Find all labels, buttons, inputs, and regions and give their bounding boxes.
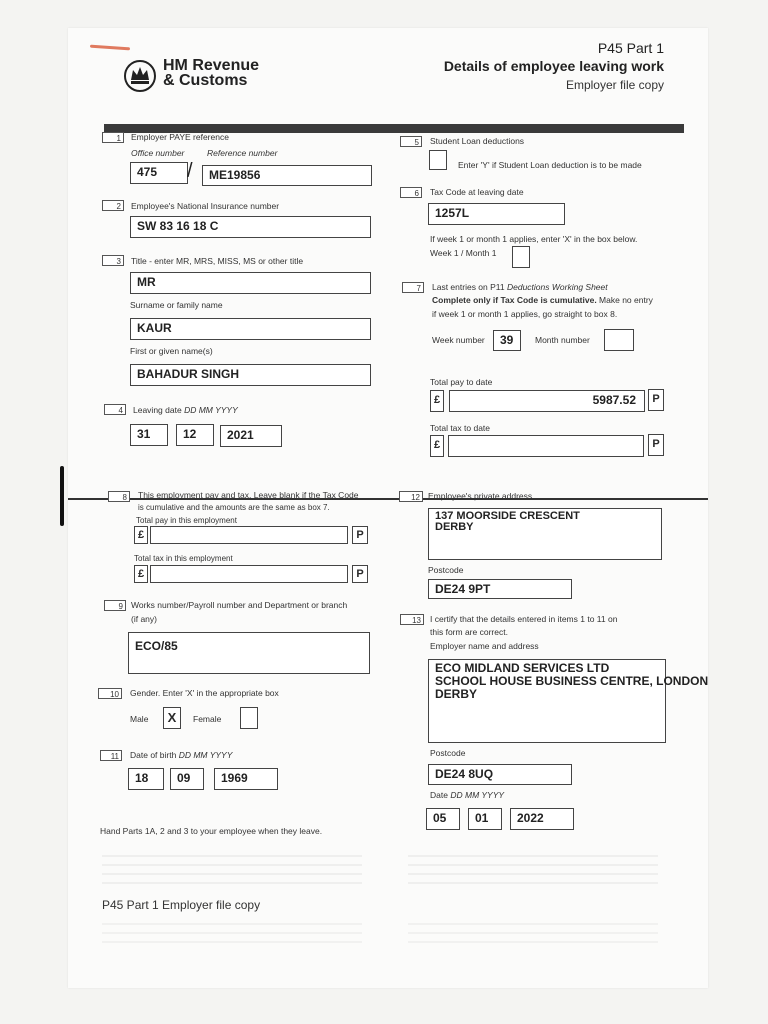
leaving-day-field[interactable]: 31 bbox=[130, 424, 168, 446]
employer-postcode-field[interactable]: DE24 8UQ bbox=[428, 764, 572, 785]
box7-label-pre: Last entries on P11 bbox=[432, 282, 507, 292]
total-pay-value: 5987.52 bbox=[592, 393, 636, 407]
student-loan-checkbox[interactable] bbox=[429, 150, 447, 170]
box7-rest-text: Make no entry bbox=[596, 295, 653, 305]
paye-office-field[interactable]: 475 bbox=[130, 162, 188, 184]
male-label: Male bbox=[130, 714, 149, 724]
box1-ref-label: Reference number bbox=[207, 148, 278, 158]
box11-date-format: DD MM YYYY bbox=[178, 750, 233, 760]
address-line2: DERBY bbox=[435, 521, 474, 533]
leaving-year-field[interactable]: 2021 bbox=[220, 425, 282, 447]
box5-label: Student Loan deductions bbox=[430, 136, 525, 146]
crown-logo-icon bbox=[122, 58, 158, 99]
box8-pay-pence: P bbox=[352, 526, 368, 544]
total-pay-currency: £ bbox=[430, 390, 444, 412]
box13-line1: I certify that the details entered in items 1 to 11 on bbox=[430, 614, 618, 624]
certify-day-field[interactable]: 05 bbox=[426, 808, 460, 830]
box4-label-text: Leaving date bbox=[133, 405, 182, 415]
certify-year-field[interactable]: 2022 bbox=[510, 808, 574, 830]
month-number-label: Month number bbox=[535, 335, 590, 345]
box7-line2: if week 1 or month 1 applies, go straight to box 8. bbox=[432, 309, 618, 319]
box6-note: If week 1 or month 1 applies, enter 'X' in the box below. bbox=[430, 234, 638, 244]
org-name bbox=[163, 58, 259, 88]
total-pay-field[interactable] bbox=[449, 390, 645, 412]
box8-tax-label: Total tax in this employment bbox=[134, 554, 233, 563]
bleed-through-left bbox=[102, 848, 362, 888]
total-tax-pence: P bbox=[648, 434, 664, 456]
week1-month1-checkbox[interactable] bbox=[512, 246, 530, 268]
p45-form-page bbox=[68, 28, 708, 988]
box-number-2: 2 bbox=[102, 200, 124, 211]
week1-label: Week 1 / Month 1 bbox=[430, 248, 497, 258]
box8-pay-label: Total pay in this employment bbox=[136, 516, 237, 525]
employer-line2: SCHOOL HOUSE BUSINESS CENTRE, LONDON bbox=[435, 674, 709, 688]
box2-label: Employee's National Insurance number bbox=[131, 201, 280, 211]
certify-month-field[interactable]: 01 bbox=[468, 808, 502, 830]
box-number-7: 7 bbox=[402, 282, 424, 293]
form-id: P45 Part 1 bbox=[597, 40, 664, 56]
box-number-13: 13 bbox=[400, 614, 424, 625]
private-postcode-label: Postcode bbox=[428, 565, 464, 575]
box1-label: Employer PAYE reference bbox=[131, 132, 229, 142]
bleed-through-bottom-right bbox=[408, 916, 658, 946]
box-number-1: 1 bbox=[102, 132, 124, 143]
private-address-field[interactable] bbox=[428, 508, 662, 560]
week-number-label: Week number bbox=[432, 335, 485, 345]
footer-copy-title: P45 Part 1 Employer file copy bbox=[102, 898, 261, 912]
tax-code-field[interactable]: 1257L bbox=[428, 203, 565, 225]
copy-label: Employer file copy bbox=[565, 78, 664, 92]
title-field[interactable]: MR bbox=[130, 272, 371, 294]
ni-number-field[interactable]: SW 83 16 18 C bbox=[130, 216, 371, 238]
surname-field[interactable]: KAUR bbox=[130, 318, 371, 340]
works-number-field[interactable] bbox=[128, 632, 370, 674]
surname-label: Surname or family name bbox=[130, 300, 223, 310]
female-label: Female bbox=[193, 714, 222, 724]
box8-tax-pence: P bbox=[352, 565, 368, 583]
date-format: DD MM YYYY bbox=[450, 790, 505, 800]
total-tax-label: Total tax to date bbox=[430, 423, 491, 433]
box9-label: Works number/Payroll number and Department or branch bbox=[131, 600, 348, 610]
employer-postcode-label: Postcode bbox=[430, 748, 466, 758]
employer-line3: DERBY bbox=[435, 687, 478, 701]
box9-label2: (if any) bbox=[131, 614, 157, 624]
box5-instruction: Enter 'Y' if Student Loan deduction is to be made bbox=[458, 160, 642, 170]
employer-label: Employer name and address bbox=[430, 641, 539, 651]
box8-pay-field[interactable] bbox=[150, 526, 348, 544]
box8-line1: This employment pay and tax. Leave blank if the Tax Code bbox=[138, 490, 359, 500]
box-number-12: 12 bbox=[399, 491, 423, 502]
hand-parts-note: Hand Parts 1A, 2 and 3 to your employee when they leave. bbox=[100, 826, 323, 836]
box-number-8: 8 bbox=[108, 491, 130, 502]
scan-edge-mark bbox=[60, 466, 64, 526]
total-pay-pence: P bbox=[648, 389, 664, 411]
box13-line2: this form are correct. bbox=[430, 627, 508, 637]
box11-label-text: Date of birth bbox=[130, 750, 177, 760]
works-number-value: ECO/85 bbox=[135, 639, 178, 653]
bleed-through-bottom-left bbox=[102, 916, 362, 946]
female-checkbox[interactable] bbox=[240, 707, 258, 729]
box-number-3: 3 bbox=[102, 255, 124, 266]
first-name-label: First or given name(s) bbox=[130, 346, 213, 356]
week-number-field[interactable]: 39 bbox=[493, 330, 521, 351]
pen-mark bbox=[90, 45, 130, 51]
first-name-field[interactable]: BAHADUR SINGH bbox=[130, 364, 371, 386]
address-line1: 137 MOORSIDE CRESCENT bbox=[435, 510, 580, 522]
box-number-10: 10 bbox=[98, 688, 122, 699]
dob-month-field[interactable]: 09 bbox=[170, 768, 204, 790]
box11-label bbox=[130, 750, 232, 760]
box-number-9: 9 bbox=[104, 600, 126, 611]
box7-bold-line bbox=[432, 295, 653, 305]
box4-date-format: DD MM YYYY bbox=[184, 405, 238, 415]
employer-address-field[interactable] bbox=[428, 659, 709, 743]
total-tax-field[interactable] bbox=[448, 435, 644, 457]
employer-line1: ECO MIDLAND SERVICES LTD bbox=[435, 661, 610, 675]
dob-year-field[interactable]: 1969 bbox=[214, 768, 278, 790]
box7-label-italic: Deductions Working Sheet bbox=[506, 282, 608, 292]
box8-pay-currency: £ bbox=[134, 526, 148, 544]
paye-slash: / bbox=[187, 160, 193, 182]
paye-reference-field[interactable]: ME19856 bbox=[202, 165, 372, 186]
org-name-line2: & Customs bbox=[163, 72, 248, 89]
box-number-11: 11 bbox=[100, 750, 122, 761]
box8-tax-currency: £ bbox=[134, 565, 148, 583]
box-number-6: 6 bbox=[400, 187, 422, 198]
box10-label: Gender. Enter 'X' in the appropriate box bbox=[130, 688, 279, 698]
box7-bold-text: Complete only if Tax Code is cumulative. bbox=[432, 295, 597, 305]
box-number-4: 4 bbox=[104, 404, 126, 415]
form-title: Details of employee leaving work bbox=[443, 58, 664, 74]
bleed-through-right bbox=[408, 848, 658, 888]
box1-office-label: Office number bbox=[131, 148, 185, 158]
date-label-text: Date bbox=[430, 790, 448, 800]
box7-label bbox=[432, 282, 608, 292]
month-number-field[interactable] bbox=[604, 329, 634, 351]
box-number-5: 5 bbox=[400, 136, 422, 147]
box8-tax-field[interactable] bbox=[150, 565, 348, 583]
box6-label: Tax Code at leaving date bbox=[430, 187, 524, 197]
total-pay-label: Total pay to date bbox=[430, 377, 493, 387]
date-label bbox=[430, 790, 504, 800]
box4-label bbox=[133, 405, 238, 415]
box3-label: Title - enter MR, MRS, MISS, MS or other title bbox=[131, 256, 304, 266]
leaving-month-field[interactable]: 12 bbox=[176, 424, 214, 446]
male-checkbox[interactable]: X bbox=[163, 707, 181, 729]
dob-day-field[interactable]: 18 bbox=[128, 768, 164, 790]
org-name-line1: HM Revenue bbox=[163, 57, 260, 74]
total-tax-currency: £ bbox=[430, 435, 444, 457]
box12-label: Employee's private address bbox=[428, 491, 533, 501]
private-postcode-field[interactable]: DE24 9PT bbox=[428, 579, 572, 599]
box8-line2: is cumulative and the amounts are the same as box 7. bbox=[138, 503, 330, 512]
